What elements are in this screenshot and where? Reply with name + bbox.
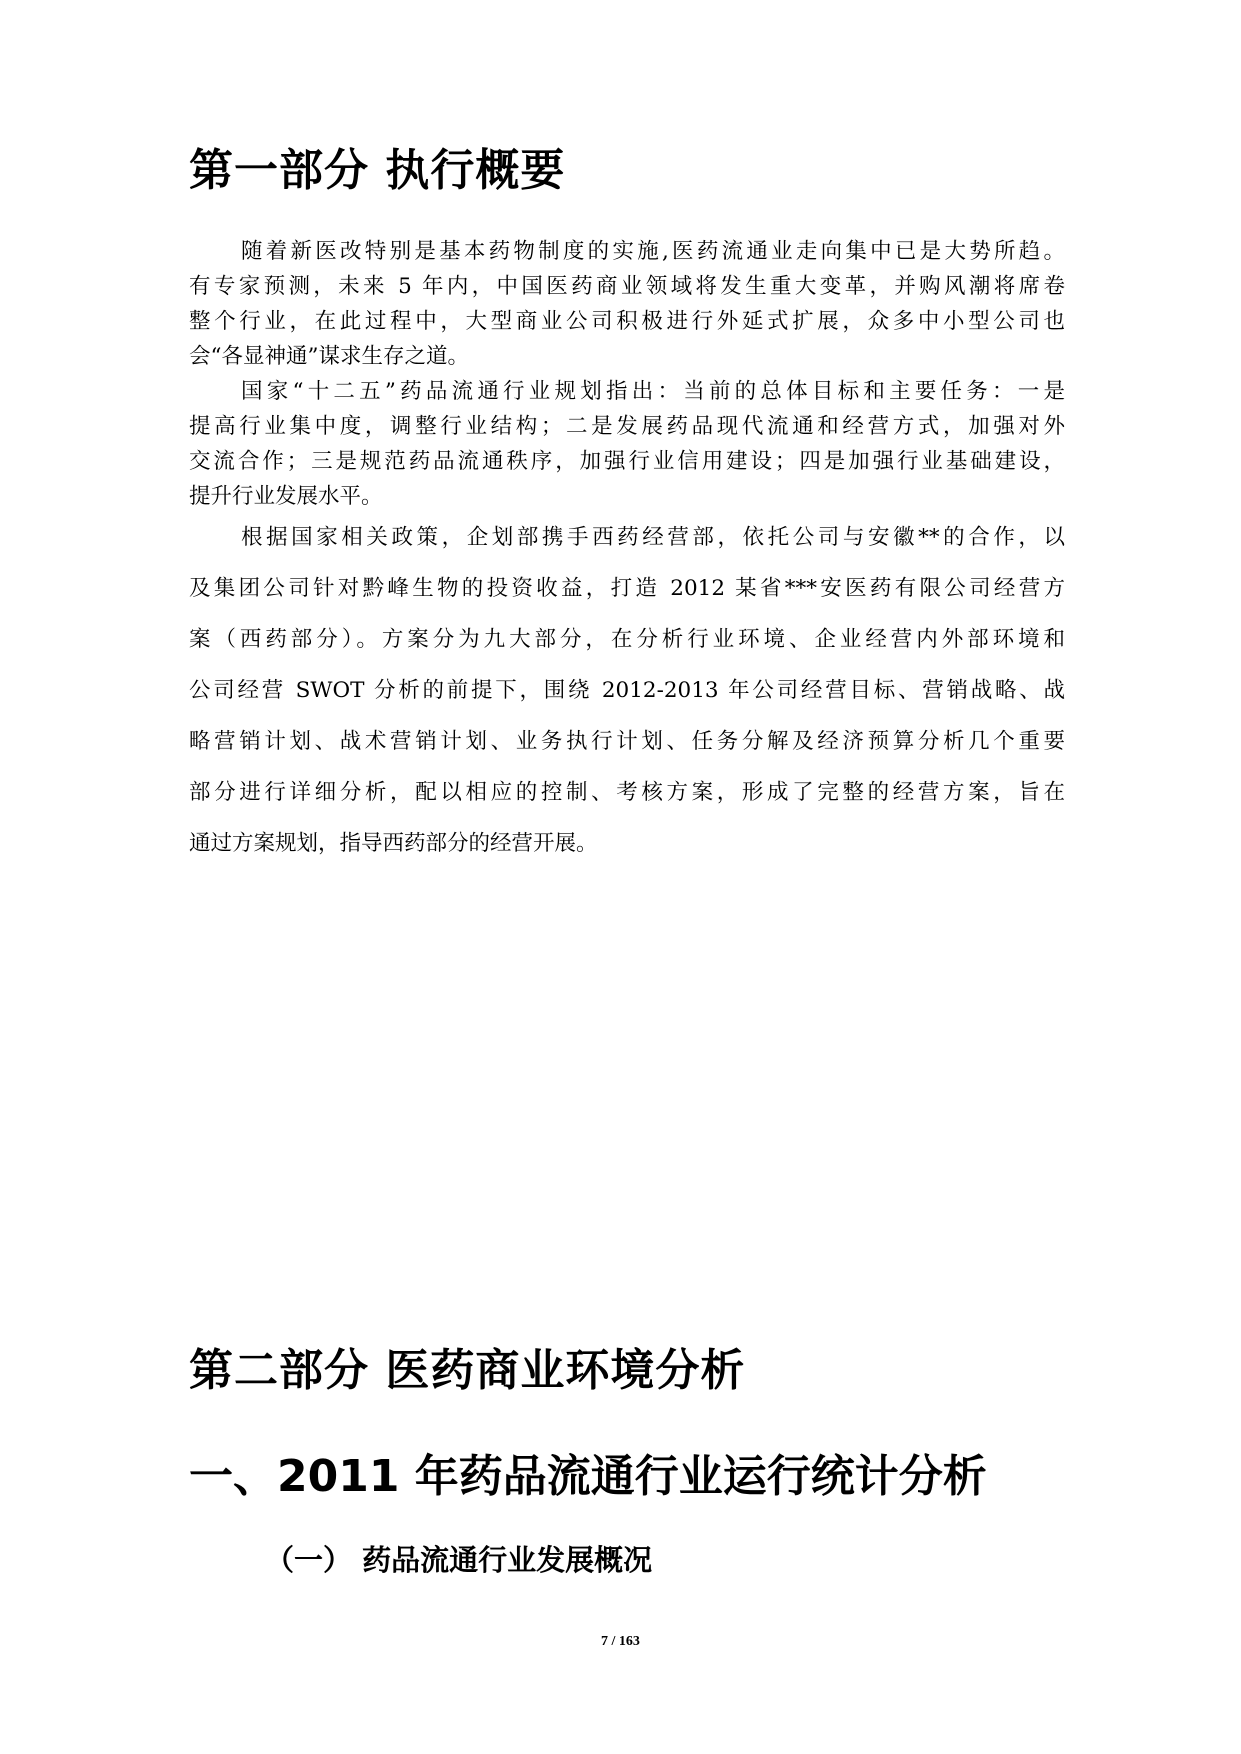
text-line: 有专家预测，未来 5 年内，中国医药商业领域将发生重大变革，并购风潮将席卷 (189, 274, 1065, 299)
text-line: 及集团公司针对黔峰生物的投资收益，打造 2012 某省***安医药有限公司经营方 (189, 576, 1065, 601)
text-line: 随着新医改特别是基本药物制度的实施,医药流通业走向集中已是大势所趋。 (241, 239, 1065, 264)
text-line: 案（西药部分）。方案分为九大部分，在分析行业环境、企业经营内外部环境和 (189, 627, 1065, 652)
section1-heading: 一、2011 年药品流通行业运行统计分析 (189, 1451, 987, 1502)
subsection1-heading: （一） 药品流通行业发展概况 (265, 1543, 653, 1577)
part1-paragraph-2 (189, 374, 1065, 514)
text-line: 交流合作；三是规范药品流通秩序，加强行业信用建设；四是加强行业基础建设， (189, 449, 1065, 474)
text-line: 整个行业，在此过程中，大型商业公司积极进行外延式扩展，众多中小型公司也 (189, 309, 1065, 334)
text-line: 提高行业集中度，调整行业结构；二是发展药品现代流通和经营方式，加强对外 (189, 414, 1065, 439)
text-line: 根据国家相关政策，企划部携手西药经营部，依托公司与安徽**的合作，以 (241, 525, 1065, 550)
part1-heading: 第一部分 执行概要 (189, 145, 566, 196)
part1-paragraph-3 (189, 512, 1065, 869)
page-number: 7 / 163 (601, 1634, 640, 1649)
part1-paragraph-1 (189, 234, 1065, 374)
text-line: 略营销计划、战术营销计划、业务执行计划、任务分解及经济预算分析几个重要 (189, 729, 1065, 754)
text-line: 公司经营 SWOT 分析的前提下，围绕 2012-2013 年公司经营目标、营销战略、战 (189, 678, 1065, 703)
text-line: 会“各显神通”谋求生存之道。 (189, 344, 469, 369)
text-line: 通过方案规划，指导西药部分的经营开展。 (189, 831, 598, 856)
text-line: 部分进行详细分析，配以相应的控制、考核方案，形成了完整的经营方案，旨在 (189, 780, 1065, 805)
text-line: 国家“十二五”药品流通行业规划指出：当前的总体目标和主要任务：一是 (241, 379, 1065, 404)
part2-heading: 第二部分 医药商业环境分析 (189, 1345, 746, 1396)
text-line: 提升行业发展水平。 (189, 484, 383, 509)
